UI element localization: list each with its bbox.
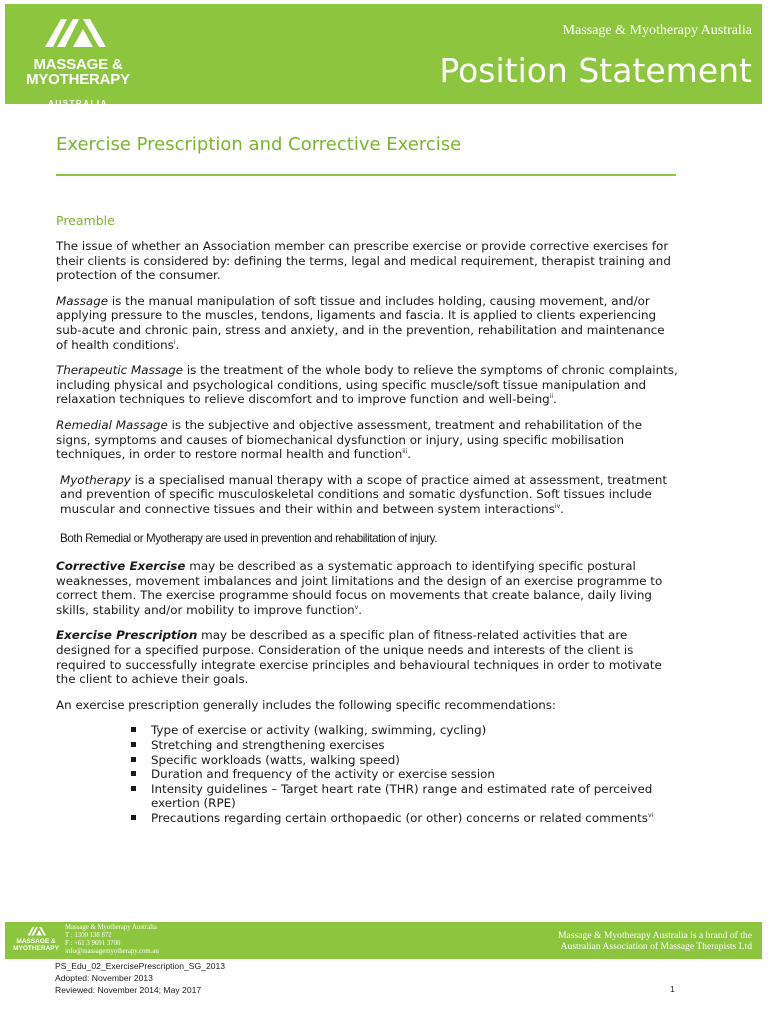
intro-paragraph: The issue of whether an Association member can prescribe exercise or provide corrective exercises for their clients is considered by: defining the terms, legal and medical requirement, therapist training and protection of the consumer.: [56, 239, 671, 283]
definition-text: may be described as a specific plan of fitness-related activities that are designed for a specified purpose. Consideration of the unique needs and interests of the client is required to successfully integrate exercise principles and behavioural techniques in order to motivate the client to achieve their goals.: [56, 628, 662, 687]
logo-mark-icon: [43, 16, 109, 48]
list-intro: An exercise prescription generally includes the following specific recommendations:: [56, 697, 557, 712]
page-number: 1: [670, 984, 675, 994]
endnote-ref[interactable]: i: [173, 338, 176, 346]
definition-term: Remedial Massage: [56, 417, 168, 432]
section-heading-preamble: Preamble: [56, 213, 115, 228]
definition-text: is the treatment of the whole body to relieve the symptoms of chronic complaints, including physical and psychological conditions, using specific muscle/soft tissue manipulation and relaxation techniques to relieve discomfort and to improve function and well-being: [56, 363, 678, 407]
footer-logo-wordmark: MASSAGE & MYOTHERAPY: [13, 938, 59, 952]
document-info: [55, 960, 225, 996]
definition-text: is the subjective and objective assessment, treatment and rehabilitation of the signs, symptoms and causes of biomechanical dysfunction or injury, using specific mobilisation techniques, in order to restore normal health and function: [56, 417, 643, 462]
endnote-ref[interactable]: iv: [554, 502, 561, 510]
list-item: Specific workloads (watts, walking speed): [151, 753, 678, 768]
definition-myotherapy: Myotherapy is a specialised manual therapy with a scope of practice aimed at assessment, treatment and prevention of specific musculoskeletal conditions and somatic dysfunction. Soft tissues include muscular and connective tissues and their within and between system interactions$^{iv}$.: [60, 472, 668, 516]
footer-brand-statement: Massage & Myotherapy Australia is a brand of the Australian Association of Massage Therapists Ltd: [558, 930, 752, 952]
definition-term: Exercise Prescription: [56, 628, 198, 643]
footer-phone: T : 1300 138 872: [65, 932, 112, 939]
definition-text: is a specialised manual therapy with a scope of practice aimed at assessment, treatment and prevention of specific musculoskeletal conditions and somatic dysfunction. Soft tissues include muscular and connective tissues and their within and between system interactions: [60, 472, 668, 516]
list-item: Type of exercise or activity (walking, swimming, cycling): [151, 723, 678, 738]
title-divider: [56, 174, 676, 176]
association-logo: [15, 16, 140, 106]
definition-exercise-prescription: [56, 628, 678, 686]
organisation-name: Massage & Myotherapy Australia: [562, 23, 752, 38]
logo-mark-icon: [27, 925, 47, 937]
definition-corrective-exercise: Corrective Exercise may be described as a systematic approach to identifying specific postural weaknesses, movement imbalances and joint limitations and the design of an exercise programme to correct them. The exercise programme should focus on movements that create balance, daily living skills, stability and/or mobility to improve function$^v$.: [56, 559, 663, 617]
recommendations-list: [56, 723, 678, 825]
definition-term: Therapeutic Massage: [56, 363, 184, 378]
document-type: Position Statement: [439, 51, 752, 90]
header-banner: [5, 4, 762, 108]
list-item: Intensity guidelines – Target heart rate (THR) range and estimated rate of perceived exertion (RPE): [151, 782, 678, 811]
definition-remedial-massage: Remedial Massage is the subjective and objective assessment, treatment and rehabilitation of the signs, symptoms and causes of biomechanical dysfunction or injury, using specific mobilisation techniques, in order to restore normal health and function$^{iii}$.: [56, 417, 643, 462]
list-item: Duration and frequency of the activity or exercise session: [151, 767, 678, 782]
document-code: PS_Edu_02_ExercisePrescription_SG_2013: [55, 961, 226, 971]
footer-email-link[interactable]: info@massagemyotherapy.com.au: [65, 948, 159, 955]
definition-term: Massage: [56, 293, 109, 308]
adopted-date: Adopted: November 2013: [55, 973, 153, 983]
logo-wordmark: MASSAGE & MYOTHERAPY: [26, 56, 130, 88]
definition-massage: Massage is the manual manipulation of soft tissue and includes holding, causing movement, and/or applying pressure to the muscles, tendons, ligaments and fascia. It is applied to clients experiencing sub-acute and chronic pain, stress and anxiety, and in the prevention, rehabilitation and maintenance of health conditions$^i$.: [56, 293, 665, 352]
definition-term: Corrective Exercise: [56, 559, 186, 574]
endnote-ref[interactable]: vi: [648, 812, 654, 820]
definition-therapeutic-massage: Therapeutic Massage is the treatment of the whole body to relieve the symptoms of chronic complaints, including physical and psychological conditions, using specific muscle/soft tissue manipulation and relaxation techniques to relieve discomfort and to improve function and well-being$^{ii}$.: [56, 363, 678, 407]
endnote-ref[interactable]: iii: [402, 448, 408, 456]
list-item: Precautions regarding certain orthopaedic (or other) concerns or related comments$^{vi}$: [151, 811, 678, 826]
endnote-ref[interactable]: v: [354, 603, 359, 611]
logo-subtext: AUSTRALIA: [48, 99, 108, 108]
footer-banner: [5, 922, 762, 959]
definition-term: Myotherapy: [60, 472, 131, 487]
page-title: Exercise Prescription and Corrective Exercise: [56, 134, 462, 155]
footer-fax: F : +61 3 9691 3700: [65, 940, 121, 947]
footer-contact: [65, 924, 159, 956]
remedial-myotherapy-note: Both Remedial or Myotherapy are used in prevention and rehabilitation of injury.: [60, 531, 438, 545]
footer-logo: [11, 925, 61, 957]
footer-contact-name: Massage & Myotherapy Australia: [65, 924, 157, 931]
definition-text: is the manual manipulation of soft tissue and includes holding, causing movement, and/or applying pressure to the muscles, tendons, ligaments and fascia. It is applied to clients experiencing sub-acute and chronic pain, stress and anxiety, and in the prevention, rehabilitation and maintenance of health conditions: [56, 293, 665, 352]
reviewed-date: Reviewed: November 2014; May 2017: [55, 985, 202, 995]
endnote-ref[interactable]: ii: [549, 393, 553, 401]
list-item: Stretching and strengthening exercises: [151, 738, 678, 753]
document-body: [56, 239, 678, 826]
definition-text: may be described as a systematic approach to identifying specific postural weaknesses, movement imbalances and joint limitations and the design of an exercise programme to correct them. The exercise programme should focus on movements that create balance, daily living skills, stability and/or mobility to improve function: [56, 559, 663, 617]
